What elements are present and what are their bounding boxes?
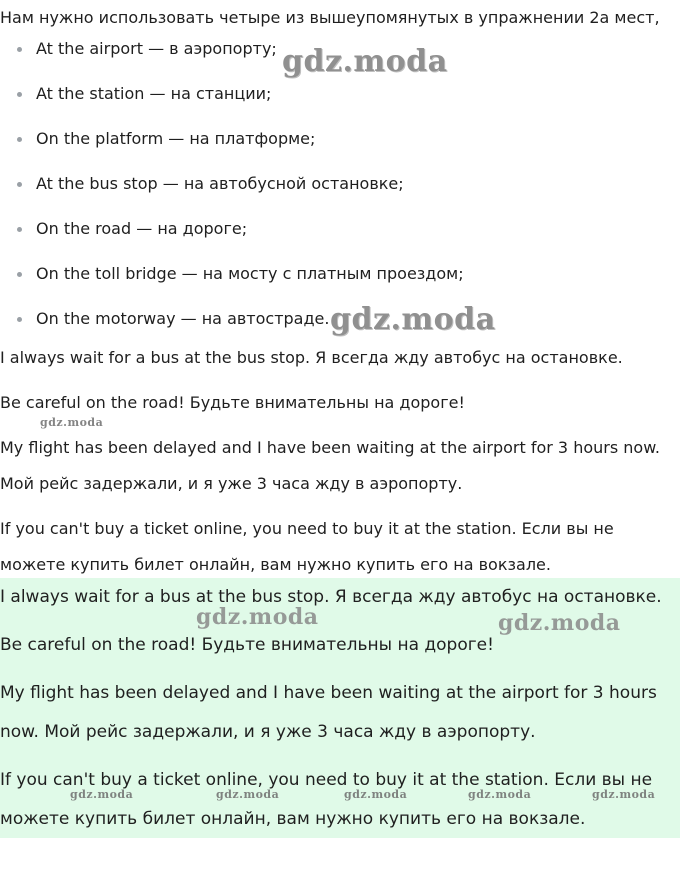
list-item-text: On the toll bridge — на мосту с платным проездом; bbox=[36, 264, 464, 283]
list-item-text: On the motorway — на автостраде. bbox=[36, 309, 330, 328]
answer-box bbox=[0, 578, 680, 838]
list-item bbox=[0, 216, 464, 261]
list-item bbox=[0, 171, 464, 216]
list-item-text: On the road — на дороге; bbox=[36, 219, 248, 238]
list-item bbox=[0, 81, 464, 126]
sentence-bus-stop: I always wait for a bus at the bus stop. Я всегда жду автобус на остановке. bbox=[0, 348, 623, 367]
watermark-logo: gdz.moda bbox=[40, 416, 104, 429]
example-sentences bbox=[0, 340, 680, 583]
list-item-text: At the airport — в аэропорту; bbox=[36, 39, 277, 58]
bullet-icon bbox=[17, 272, 22, 277]
sentence-airport-translation: Мой рейс задержали, и я уже 3 часа жду в аэропорту. bbox=[0, 474, 463, 493]
list-item-text: On the platform — на платформе; bbox=[36, 129, 316, 148]
intro-text: Нам нужно использовать четыре из вышеупомянутых в упражнении 2а мест, bbox=[0, 8, 660, 27]
sentence-road: Be careful on the road! Будьте внимательны на дороге! bbox=[0, 393, 465, 412]
places-list bbox=[0, 36, 464, 351]
watermark-logo: gdz.moda bbox=[344, 788, 408, 801]
answer-bus-stop: I always wait for a bus at the bus stop. Я всегда жду автобус на остановке. bbox=[0, 587, 662, 607]
bullet-icon bbox=[17, 182, 22, 187]
watermark-logo: gdz.moda bbox=[282, 44, 448, 79]
sentence-airport: My flight has been delayed and I have been waiting at the airport for 3 hours now. bbox=[0, 438, 660, 457]
answer-road: Be careful on the road! Будьте внимательны на дороге! bbox=[0, 635, 494, 655]
watermark-logo: gdz.moda bbox=[592, 788, 656, 801]
bullet-icon bbox=[17, 317, 22, 322]
watermark-logo: gdz.moda bbox=[70, 788, 134, 801]
watermark-logo: gdz.moda bbox=[468, 788, 532, 801]
sentence-station: If you can't buy a ticket online, you need to buy it at the station. Если вы не можете купить билет онлайн, вам нужно купить его на вокзале. bbox=[0, 519, 614, 574]
watermark-logo: gdz.moda bbox=[216, 788, 280, 801]
watermark-logo: gdz.moda bbox=[498, 610, 621, 636]
list-item bbox=[0, 36, 464, 81]
watermark-logo: gdz.moda bbox=[196, 604, 319, 630]
bullet-icon bbox=[17, 137, 22, 142]
bullet-icon bbox=[17, 47, 22, 52]
bullet-icon bbox=[17, 227, 22, 232]
list-item bbox=[0, 126, 464, 171]
list-item bbox=[0, 261, 464, 306]
list-item-text: At the bus stop — на автобусной остановке; bbox=[36, 174, 404, 193]
list-item-text: At the station — на станции; bbox=[36, 84, 272, 103]
bullet-icon bbox=[17, 92, 22, 97]
watermark-logo: gdz.moda bbox=[330, 302, 496, 337]
answer-airport: My flight has been delayed and I have been waiting at the airport for 3 hours now. Мой рейс задержали, и я уже 3 часа жду в аэропорту. bbox=[0, 683, 657, 742]
answer-station: If you can't buy a ticket online, you need to buy it at the station. Если вы не можете купить билет онлайн, вам нужно купить его на вокзале. bbox=[0, 770, 653, 829]
